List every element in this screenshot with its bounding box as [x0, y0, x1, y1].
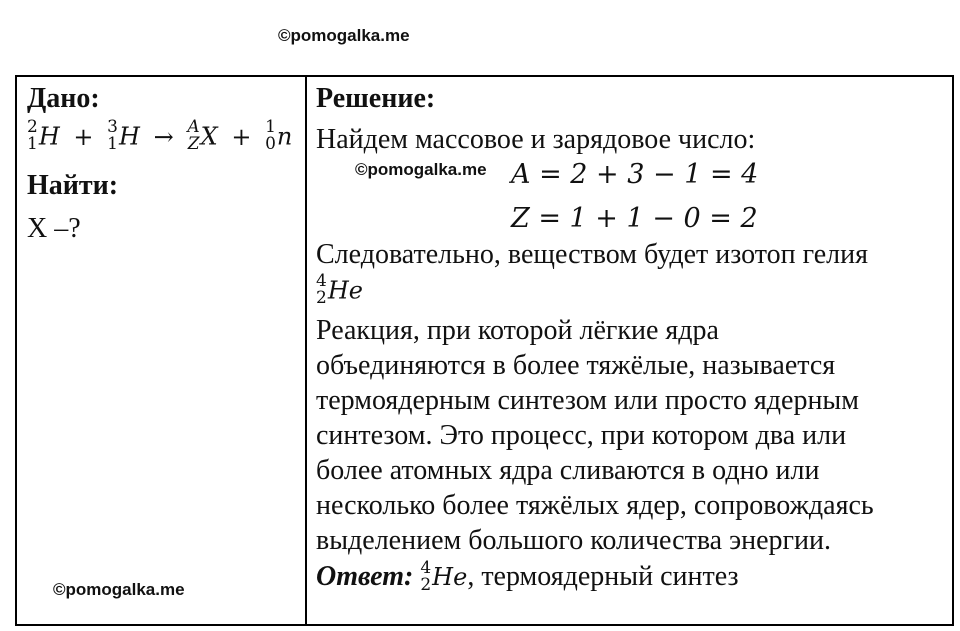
- explanation-paragraph: [316, 313, 944, 558]
- watermark-top: ©pomogalka.me: [278, 26, 410, 45]
- paragraph-line: объединяются в более тяжёлые, называется: [316, 350, 836, 381]
- solution-table: [15, 75, 954, 626]
- reaction-equation: 2 1 H + 3 1 H → A Z X + 1 0 n: [27, 117, 293, 154]
- isotope-prescript: 2 1: [27, 117, 38, 154]
- charge-number-equation: Z = 1 + 1 − 0 = 2: [511, 203, 758, 234]
- solution-intro: Найдем массовое и зарядовое число:: [316, 124, 756, 155]
- column-divider: [305, 77, 307, 624]
- helium-isotope: 4 2 He: [316, 271, 363, 308]
- isotope-prescript: 1 0: [265, 117, 276, 154]
- paragraph-line: термоядерным синтезом или просто ядерным: [316, 385, 859, 416]
- watermark-bottom: ©pomogalka.me: [53, 580, 185, 599]
- solution-label: Решение:: [316, 83, 436, 114]
- find-label: Найти:: [27, 170, 119, 201]
- given-label: Дано:: [27, 83, 100, 114]
- paragraph-line: Реакция, при которой лёгкие ядра: [316, 315, 719, 346]
- answer-label: Ответ:: [316, 561, 414, 592]
- paragraph-line: синтезом. Это процесс, при котором два или: [316, 420, 847, 451]
- watermark-middle: ©pomogalka.me: [355, 160, 487, 179]
- isotope-prescript: 3 1: [107, 117, 118, 154]
- arrow-icon: →: [153, 122, 174, 151]
- mass-number-equation: A = 2 + 3 − 1 = 4: [511, 159, 759, 190]
- conclusion-line: Следовательно, веществом будет изотоп гелия: [316, 239, 869, 270]
- isotope-prescript: A Z: [187, 117, 200, 154]
- paragraph-line: более атомных ядра сливаются в одно или: [316, 455, 820, 486]
- answer-line: [316, 559, 739, 596]
- paragraph-line: несколько более тяжёлых ядер, сопровождаясь: [316, 490, 874, 521]
- answer-text: , термоядерный синтез: [467, 561, 739, 592]
- answer-helium: 4 2 He: [420, 557, 468, 595]
- paragraph-line: выделением большого количества энергии.: [316, 525, 831, 556]
- find-value: X –?: [27, 213, 81, 244]
